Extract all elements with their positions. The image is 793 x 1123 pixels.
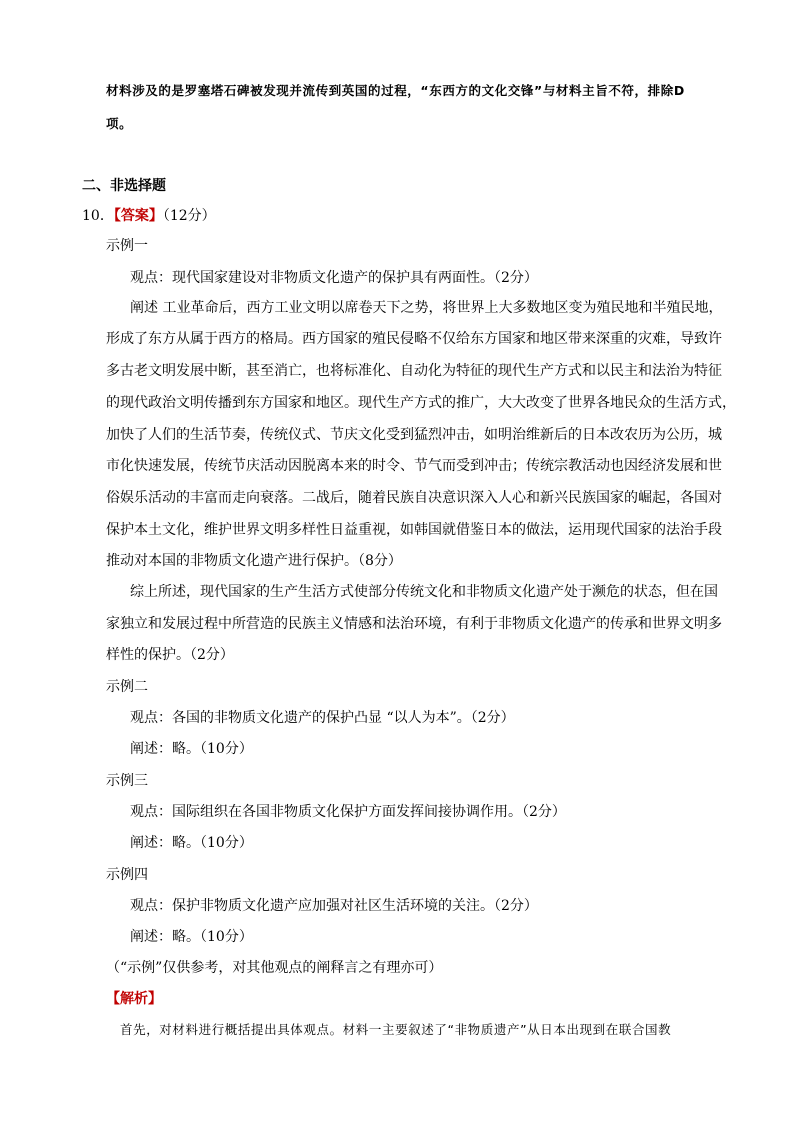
elaboration-line: 多古老文明发展中断，甚至消亡，也将标准化、自动化为特征的现代生产方式和以民主和法治为特征 <box>106 363 722 379</box>
analysis-line: 首先，对材料进行概括提出具体观点。材料一主要叙述了“非物质遗产”从日本出现到在联合国教 <box>120 1022 672 1037</box>
elaboration-line: 推动对本国的非物质文化遗产进行保护。（8分） <box>106 553 402 569</box>
elaboration-line: 阐述：略。（10分） <box>130 929 253 945</box>
summary-line: 样性的保护。（2分） <box>106 647 234 663</box>
example-title: 示例二 <box>106 679 148 695</box>
viewpoint-line: 观点：保护非物质文化遗产应加强对社区生活环境的关注。（2分） <box>130 898 538 914</box>
elaboration-line: 保护本土文化，维护世界文明多样性日益重视，如韩国就借鉴日本的做法，运用现代国家的法治手段 <box>106 522 722 538</box>
viewpoint-line: 观点：国际组织在各国非物质文化保护方面发挥间接协调作用。（2分） <box>130 804 566 820</box>
example-title: 示例三 <box>106 773 148 789</box>
question-score: （12分） <box>162 208 216 224</box>
analysis-tag: 【解析】 <box>106 991 162 1007</box>
viewpoint-line: 观点：现代国家建设对非物质文化遗产的保护具有两面性。（2分） <box>130 270 538 286</box>
reference-note: （“示例”仅供参考，对其他观点的阐释言之有理亦可） <box>106 960 443 976</box>
elaboration-line: 阐述：略。（10分） <box>130 835 253 851</box>
example-title: 示例一 <box>106 238 148 254</box>
elaboration-line: 市化快速发展，传统节庆活动因脱离本来的时令、节气而受到冲击；传统宗教活动也因经济发展和世 <box>106 458 722 474</box>
summary-line: 综上所述，现代国家的生产生活方式使部分传统文化和非物质文化遗产处于濒危的状态，但在国 <box>130 584 718 600</box>
elaboration-line: 的现代政治文明传播到东方国家和地区。现代生产方式的推广，大大改变了世界各地民众的生活方式， <box>106 395 736 411</box>
elaboration-line: 俗娱乐活动的丰富而走向衰落。二战后，随着民族自决意识深入人心和新兴民族国家的崛起，各国对 <box>106 490 722 506</box>
answer-explanation-line: 项。 <box>106 116 133 131</box>
section-heading: 二、非选择题 <box>82 178 166 194</box>
elaboration-line: 形成了东方从属于西方的格局。西方国家的殖民侵略不仅给东方国家和地区带来深重的灾难，导致许 <box>106 331 722 347</box>
viewpoint-line: 观点：各国的非物质文化遗产的保护凸显 “以人为本”。（2分） <box>130 710 515 726</box>
answer-tag: 【答案】 <box>113 208 163 224</box>
example-title: 示例四 <box>106 867 148 883</box>
answer-explanation-line: 材料涉及的是罗塞塔石碑被发现并流传到英国的过程，“东西方的文化交锋”与材料主旨不符，排除D <box>106 83 685 98</box>
summary-line: 家独立和发展过程中所营造的民族主义情感和法治环境，有利于非物质文化遗产的传承和世界文明多 <box>106 616 722 632</box>
question-number: 10． <box>82 208 114 224</box>
question-10-header <box>82 206 216 226</box>
elaboration-line: 加快了人们的生活节奏，传统仪式、节庆文化受到猛烈冲击，如明治维新后的日本改农历为公历，城 <box>106 427 722 443</box>
elaboration-line: 阐述：略。（10分） <box>130 741 253 757</box>
elaboration-line: 阐述 工业革命后，西方工业文明以席卷天下之势，将世界上大多数地区变为殖民地和半殖民地， <box>130 300 723 316</box>
